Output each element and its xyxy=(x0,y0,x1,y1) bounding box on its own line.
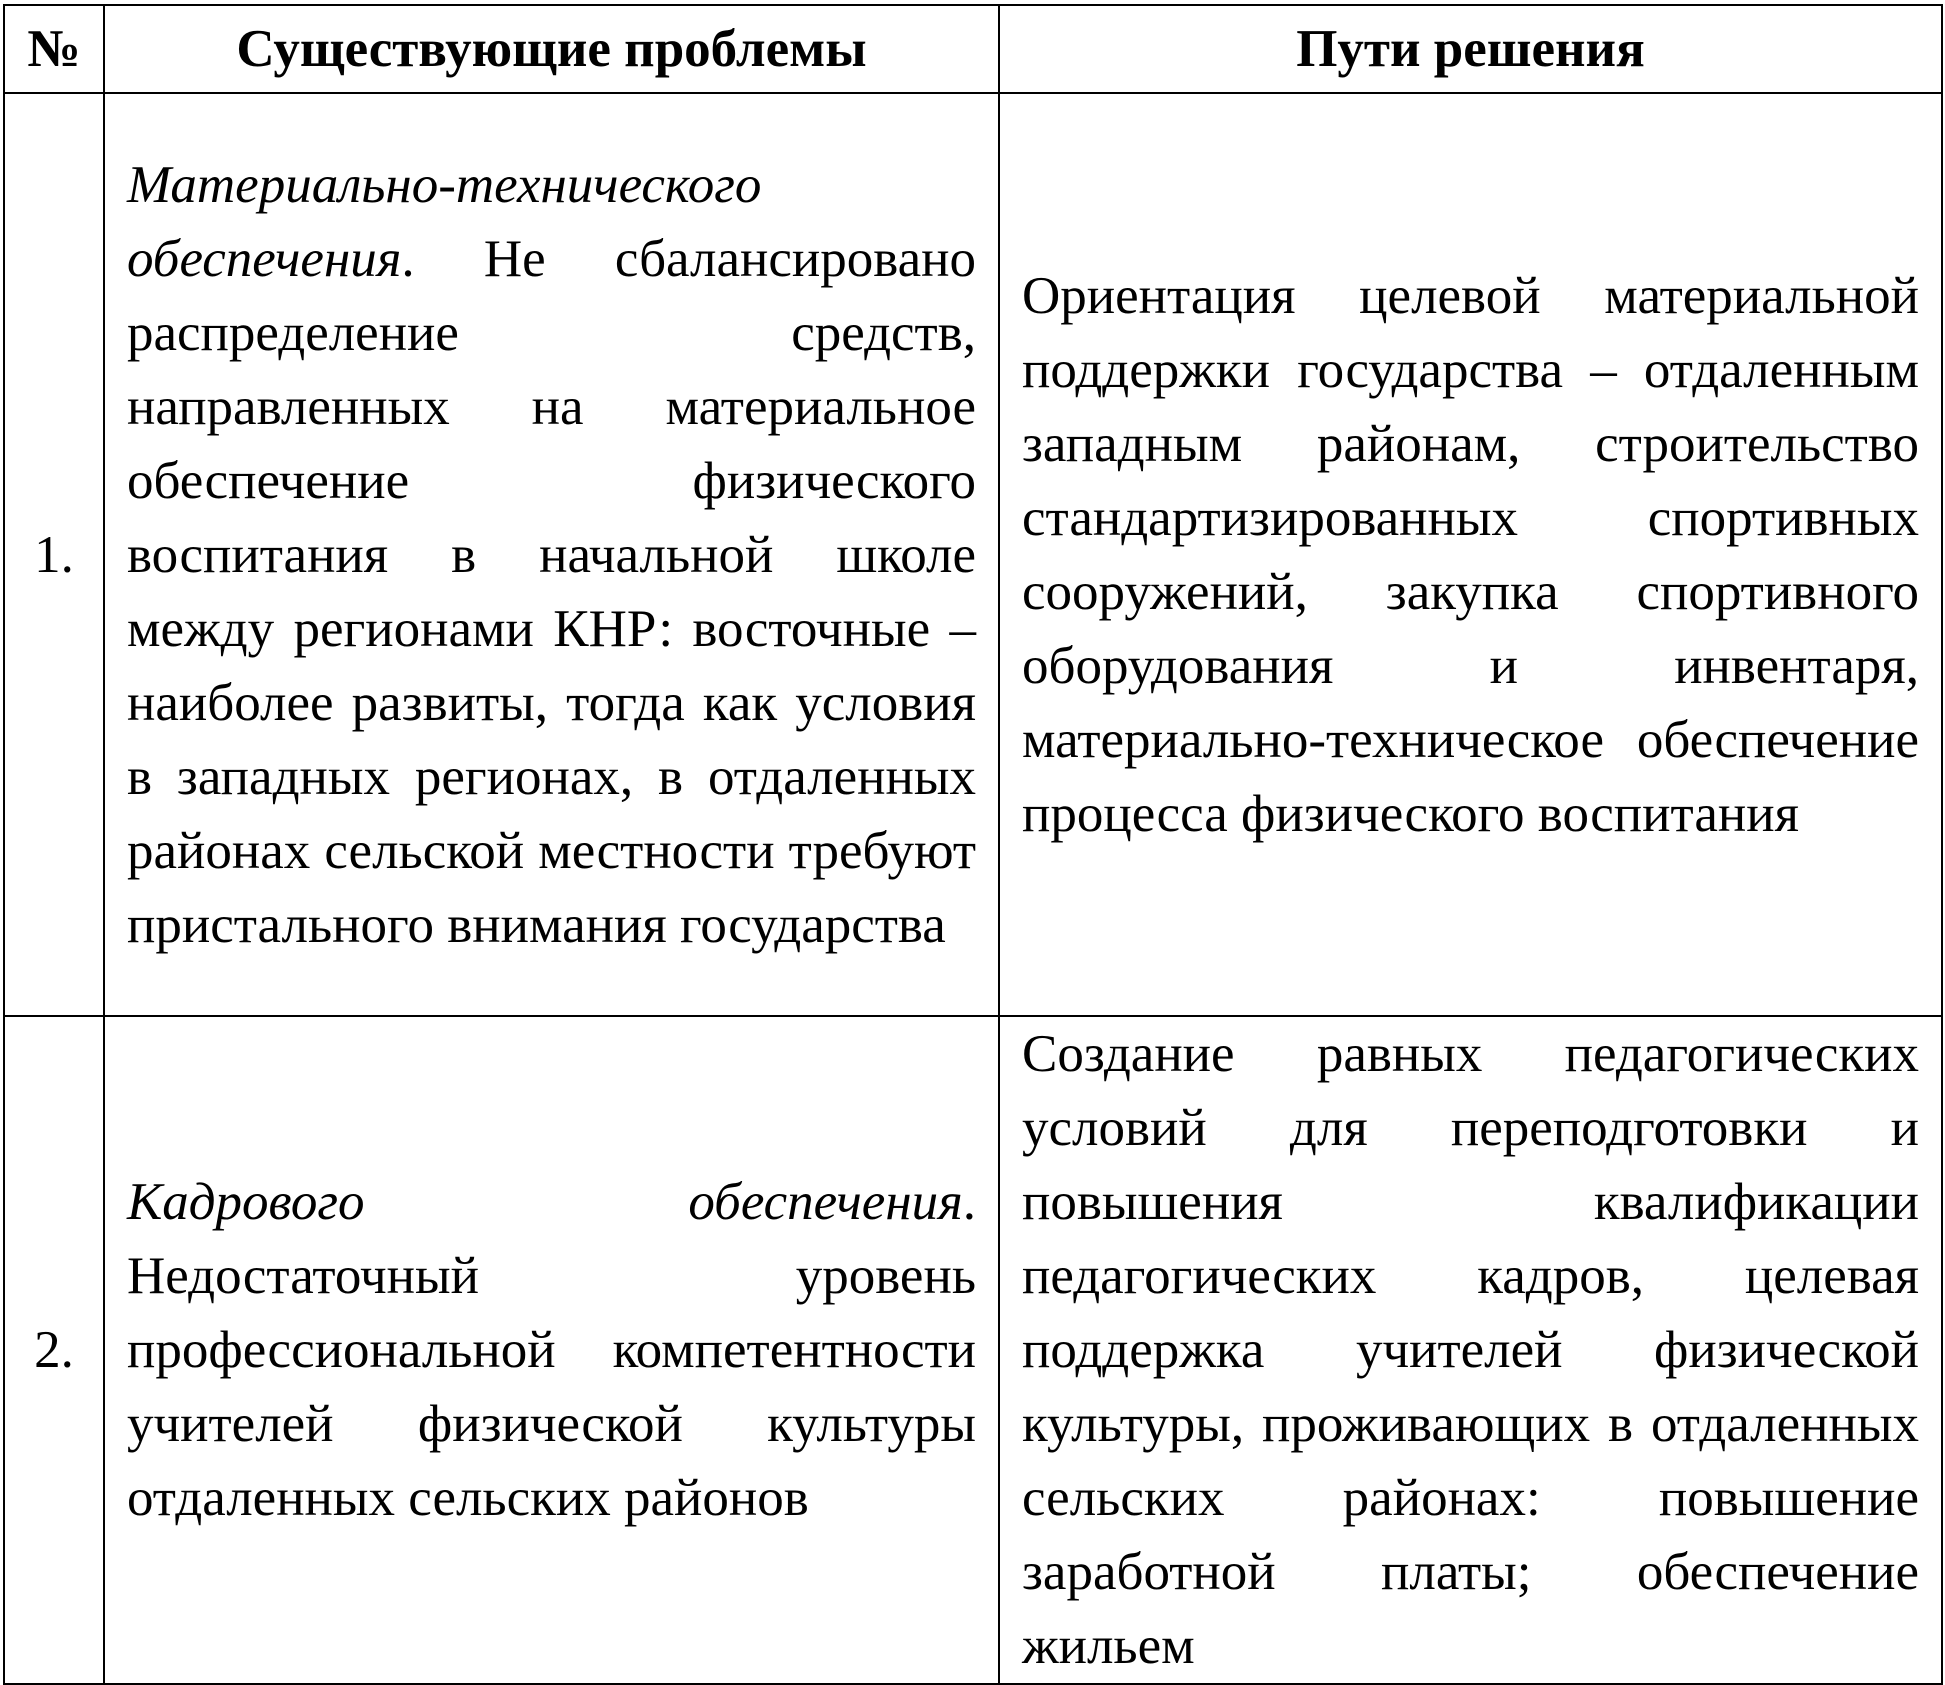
problems-solutions-table xyxy=(3,4,1943,1685)
problem-cell xyxy=(104,1016,999,1684)
row-number: 1. xyxy=(4,93,104,1016)
header-solutions: Пути решения xyxy=(999,5,1942,93)
solution-cell: Создание равных педагогических условий для переподготовки и повышения квалификации педагогических кадров, целевая поддержка учителей физической культуры, проживающих в отдаленных сельских районах: повышение заработной платы; обеспечение жильем xyxy=(999,1016,1942,1684)
problem-description: . Не сбалансировано распределение средств, направленных на материальное обеспечение физического воспитания в начальной школе между регионами КНР: восточные – наиболее развиты, тогда как условия в западных регионах, в отдаленных районах сельской местности требуют пристального внимания государства xyxy=(127,229,976,954)
problem-topic: Материально-технического обеспечения xyxy=(127,155,762,288)
problem-description: . Недостаточный уровень профессиональной компетентности учителей физической культуры отдаленных сельских районов xyxy=(127,1173,976,1527)
table-header-row xyxy=(4,5,1942,93)
table-row xyxy=(4,93,1942,1016)
problem-cell xyxy=(104,93,999,1016)
header-problems: Существующие проблемы xyxy=(104,5,999,93)
header-number: № xyxy=(4,5,104,93)
solution-cell: Ориентация целевой материальной поддержки государства – отдаленным западным районам, строительство стандартизированных спортивных сооружений, закупка спортивного оборудования и инвентаря, материально-техническое обеспечение процесса физического воспитания xyxy=(999,93,1942,1016)
table-row xyxy=(4,1016,1942,1684)
problem-topic: Кадрового обеспечения xyxy=(127,1173,963,1231)
row-number: 2. xyxy=(4,1016,104,1684)
